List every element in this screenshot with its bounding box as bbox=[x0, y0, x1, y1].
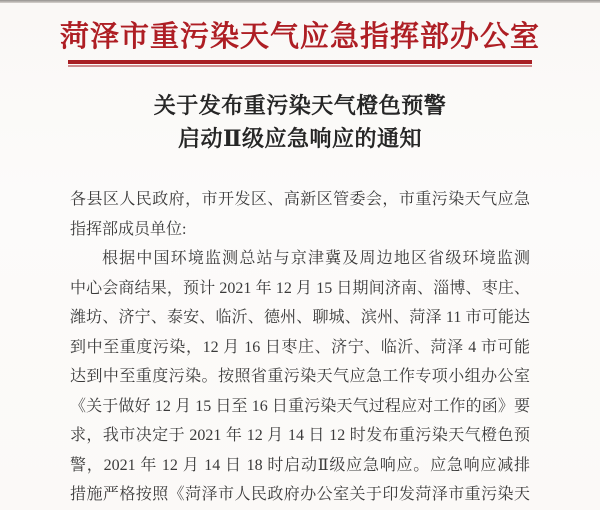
body-line: 措施严格按照《菏泽市人民政府办公室关于印发菏泽市重污染天 bbox=[70, 486, 530, 503]
header-divider-thick-line bbox=[68, 60, 532, 64]
body-line: 到中至重度污染，12 月 16 日枣庄、济宁、临沂、菏泽 4 市可能 bbox=[70, 338, 530, 356]
header-divider-thin-line bbox=[68, 65, 532, 67]
body-line: 根据中国环境监测总站与京津冀及周边地区省级环境监测 bbox=[102, 250, 530, 267]
header-divider bbox=[68, 60, 532, 67]
notice-title-line-1: 关于发布重污染天气橙色预警 bbox=[153, 93, 447, 118]
notice-body bbox=[70, 185, 530, 510]
notice-title bbox=[0, 89, 600, 155]
body-line: 各县区人民政府，市开发区、高新区管委会，市重污染天气应急 bbox=[70, 191, 530, 208]
issuing-office-title: 菏泽市重污染天气应急指挥部办公室 bbox=[59, 21, 540, 53]
body-line: 中心会商结果，预计 2021 年 12 月 15 日期间济南、淄博、枣庄、 bbox=[70, 279, 530, 297]
body-line: 警，2021 年 12 月 14 日 18 时启动Ⅱ级应急响应。应急响应减排 bbox=[70, 456, 530, 474]
body-line: 《关于做好 12 月 15 日至 16 日重污染天气过程应对工作的函》要 bbox=[70, 397, 530, 415]
body-line: 潍坊、济宁、泰安、临沂、德州、聊城、滨州、菏泽 11 市可能达 bbox=[70, 309, 530, 326]
body-line: 达到中至重度污染。按照省重污染天气应急工作专项小组办公室 bbox=[70, 368, 530, 385]
body-line: 指挥部成员单位: bbox=[70, 220, 187, 238]
scan-top-edge bbox=[0, 0, 600, 3]
notice-title-line-2: 启动Ⅱ级应急响应的通知 bbox=[177, 126, 423, 151]
body-line: 求，我市决定于 2021 年 12 月 14 日 12 时发布重污染天气橙色预 bbox=[70, 427, 530, 444]
